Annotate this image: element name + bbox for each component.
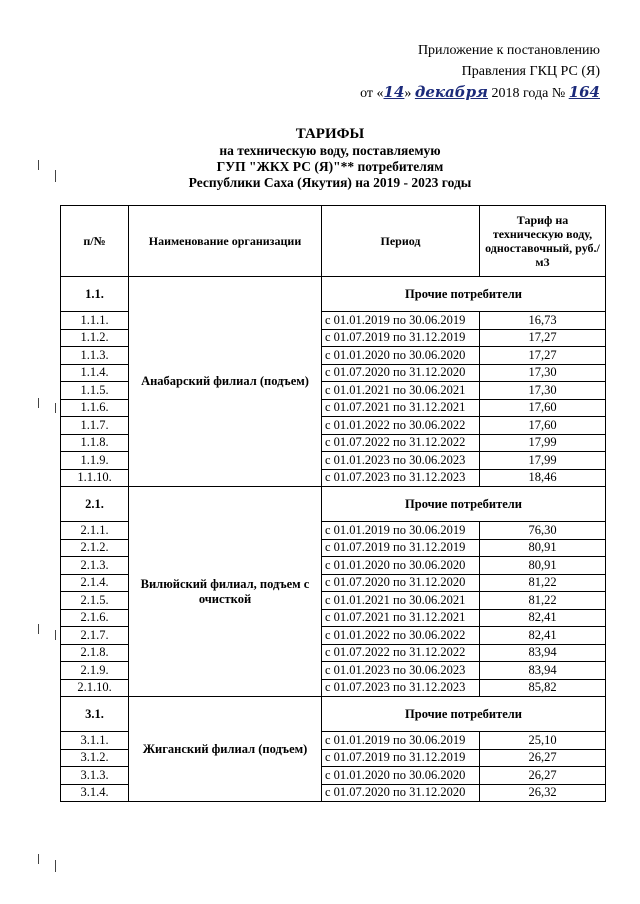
row-tariff: 17,60	[480, 417, 606, 435]
row-period: с 01.01.2021 по 30.06.2021	[322, 382, 480, 400]
group-number: 3.1.	[61, 697, 129, 732]
scan-mark	[38, 854, 39, 864]
handwritten-number: 164	[568, 83, 600, 101]
row-number: 2.1.5.	[61, 592, 129, 610]
row-period: с 01.01.2023 по 30.06.2023	[322, 452, 480, 470]
row-tariff: 17,27	[480, 347, 606, 365]
group-number: 2.1.	[61, 487, 129, 522]
organization-name: Жиганский филиал (подъем)	[129, 697, 322, 802]
row-tariff: 25,10	[480, 732, 606, 750]
row-period: с 01.07.2019 по 31.12.2019	[322, 329, 480, 347]
row-number: 2.1.6.	[61, 609, 129, 627]
row-tariff: 80,91	[480, 539, 606, 557]
scan-mark	[55, 630, 56, 640]
row-period: с 01.07.2020 по 31.12.2020	[322, 574, 480, 592]
tariff-table	[60, 205, 606, 802]
group-header-row	[61, 697, 606, 732]
consumer-category: Прочие потребители	[322, 697, 606, 732]
handwritten-day: 14	[383, 83, 405, 101]
row-number: 1.1.6.	[61, 399, 129, 417]
row-tariff: 81,22	[480, 592, 606, 610]
scan-mark	[55, 860, 56, 872]
organization-name: Вилюйский филиал, подъем с очисткой	[129, 487, 322, 697]
row-number: 1.1.7.	[61, 417, 129, 435]
title-line-4: Республики Саха (Якутия) на 2019 - 2023 годы	[188, 175, 472, 190]
row-tariff: 82,41	[480, 609, 606, 627]
group-header-row	[61, 277, 606, 312]
row-period: с 01.07.2020 по 31.12.2020	[322, 784, 480, 802]
title-line-2: на техническую воду, поставляемую	[219, 143, 441, 158]
organization-name: Анабарский филиал (подъем)	[129, 277, 322, 487]
row-number: 1.1.9.	[61, 452, 129, 470]
row-number: 1.1.1.	[61, 312, 129, 330]
group-header-row	[61, 487, 606, 522]
header-org: Наименование организации	[129, 206, 322, 277]
appendix-date-line	[300, 82, 600, 104]
row-tariff: 17,27	[480, 329, 606, 347]
row-period: с 01.07.2019 по 31.12.2019	[322, 539, 480, 557]
group-number: 1.1.	[61, 277, 129, 312]
row-period: с 01.07.2022 по 31.12.2022	[322, 644, 480, 662]
row-tariff: 26,27	[480, 767, 606, 785]
row-period: с 01.01.2021 по 30.06.2021	[322, 592, 480, 610]
row-period: с 01.01.2019 по 30.06.2019	[322, 312, 480, 330]
row-number: 3.1.3.	[61, 767, 129, 785]
consumer-category: Прочие потребители	[322, 277, 606, 312]
row-period: с 01.07.2019 по 31.12.2019	[322, 749, 480, 767]
row-period: с 01.01.2022 по 30.06.2022	[322, 627, 480, 645]
row-number: 2.1.4.	[61, 574, 129, 592]
row-number: 1.1.10.	[61, 469, 129, 487]
row-number: 3.1.1.	[61, 732, 129, 750]
row-tariff: 76,30	[480, 522, 606, 540]
row-tariff: 17,30	[480, 364, 606, 382]
row-period: с 01.01.2022 по 30.06.2022	[322, 417, 480, 435]
table-body	[61, 277, 606, 802]
row-number: 2.1.2.	[61, 539, 129, 557]
date-prefix: от	[360, 86, 374, 101]
row-tariff: 17,99	[480, 434, 606, 452]
row-tariff: 83,94	[480, 644, 606, 662]
row-tariff: 81,22	[480, 574, 606, 592]
title-line-3: ГУП "ЖКХ РС (Я)"** потребителям	[216, 159, 444, 174]
scan-mark	[55, 403, 56, 413]
row-tariff: 17,99	[480, 452, 606, 470]
row-tariff: 83,94	[480, 662, 606, 680]
row-period: с 01.07.2023 по 31.12.2023	[322, 679, 480, 697]
row-period: с 01.07.2023 по 31.12.2023	[322, 469, 480, 487]
document-title	[60, 125, 600, 191]
row-number: 1.1.5.	[61, 382, 129, 400]
row-number: 1.1.3.	[61, 347, 129, 365]
row-number: 1.1.8.	[61, 434, 129, 452]
table-header-row	[61, 206, 606, 277]
scan-mark	[38, 398, 39, 408]
row-period: с 01.01.2019 по 30.06.2019	[322, 732, 480, 750]
row-period: с 01.07.2022 по 31.12.2022	[322, 434, 480, 452]
open-quote: «	[376, 86, 384, 101]
appendix-header	[300, 40, 600, 104]
row-number: 2.1.9.	[61, 662, 129, 680]
row-tariff: 16,73	[480, 312, 606, 330]
scan-mark	[55, 170, 56, 182]
row-number: 2.1.7.	[61, 627, 129, 645]
row-number: 2.1.3.	[61, 557, 129, 575]
scan-mark	[38, 624, 39, 634]
row-tariff: 85,82	[480, 679, 606, 697]
appendix-line-1: Приложение к постановлению	[417, 43, 600, 58]
row-tariff: 80,91	[480, 557, 606, 575]
row-period: с 01.01.2020 по 30.06.2020	[322, 347, 480, 365]
appendix-line-2: Правления ГКЦ РС (Я)	[461, 64, 600, 79]
row-tariff: 18,46	[480, 469, 606, 487]
row-number: 3.1.2.	[61, 749, 129, 767]
row-tariff: 26,32	[480, 784, 606, 802]
row-tariff: 82,41	[480, 627, 606, 645]
year-text: 2018 года №	[491, 86, 566, 101]
scan-mark	[38, 160, 39, 170]
row-tariff: 17,30	[480, 382, 606, 400]
row-period: с 01.07.2021 по 31.12.2021	[322, 609, 480, 627]
row-tariff: 17,60	[480, 399, 606, 417]
row-period: с 01.07.2020 по 31.12.2020	[322, 364, 480, 382]
title-main: ТАРИФЫ	[295, 126, 365, 142]
header-num: п/№	[61, 206, 129, 277]
row-number: 1.1.2.	[61, 329, 129, 347]
row-number: 1.1.4.	[61, 364, 129, 382]
row-period: с 01.01.2020 по 30.06.2020	[322, 557, 480, 575]
close-quote: »	[404, 86, 412, 101]
row-period: с 01.07.2021 по 31.12.2021	[322, 399, 480, 417]
consumer-category: Прочие потребители	[322, 487, 606, 522]
row-tariff: 26,27	[480, 749, 606, 767]
handwritten-month: декабря	[414, 83, 488, 101]
row-number: 2.1.1.	[61, 522, 129, 540]
row-number: 3.1.4.	[61, 784, 129, 802]
header-tariff: Тариф на техническую воду, одноставочный, руб./м3	[480, 206, 606, 277]
row-period: с 01.01.2023 по 30.06.2023	[322, 662, 480, 680]
row-period: с 01.01.2020 по 30.06.2020	[322, 767, 480, 785]
header-period: Период	[322, 206, 480, 277]
row-number: 2.1.10.	[61, 679, 129, 697]
row-number: 2.1.8.	[61, 644, 129, 662]
row-period: с 01.01.2019 по 30.06.2019	[322, 522, 480, 540]
